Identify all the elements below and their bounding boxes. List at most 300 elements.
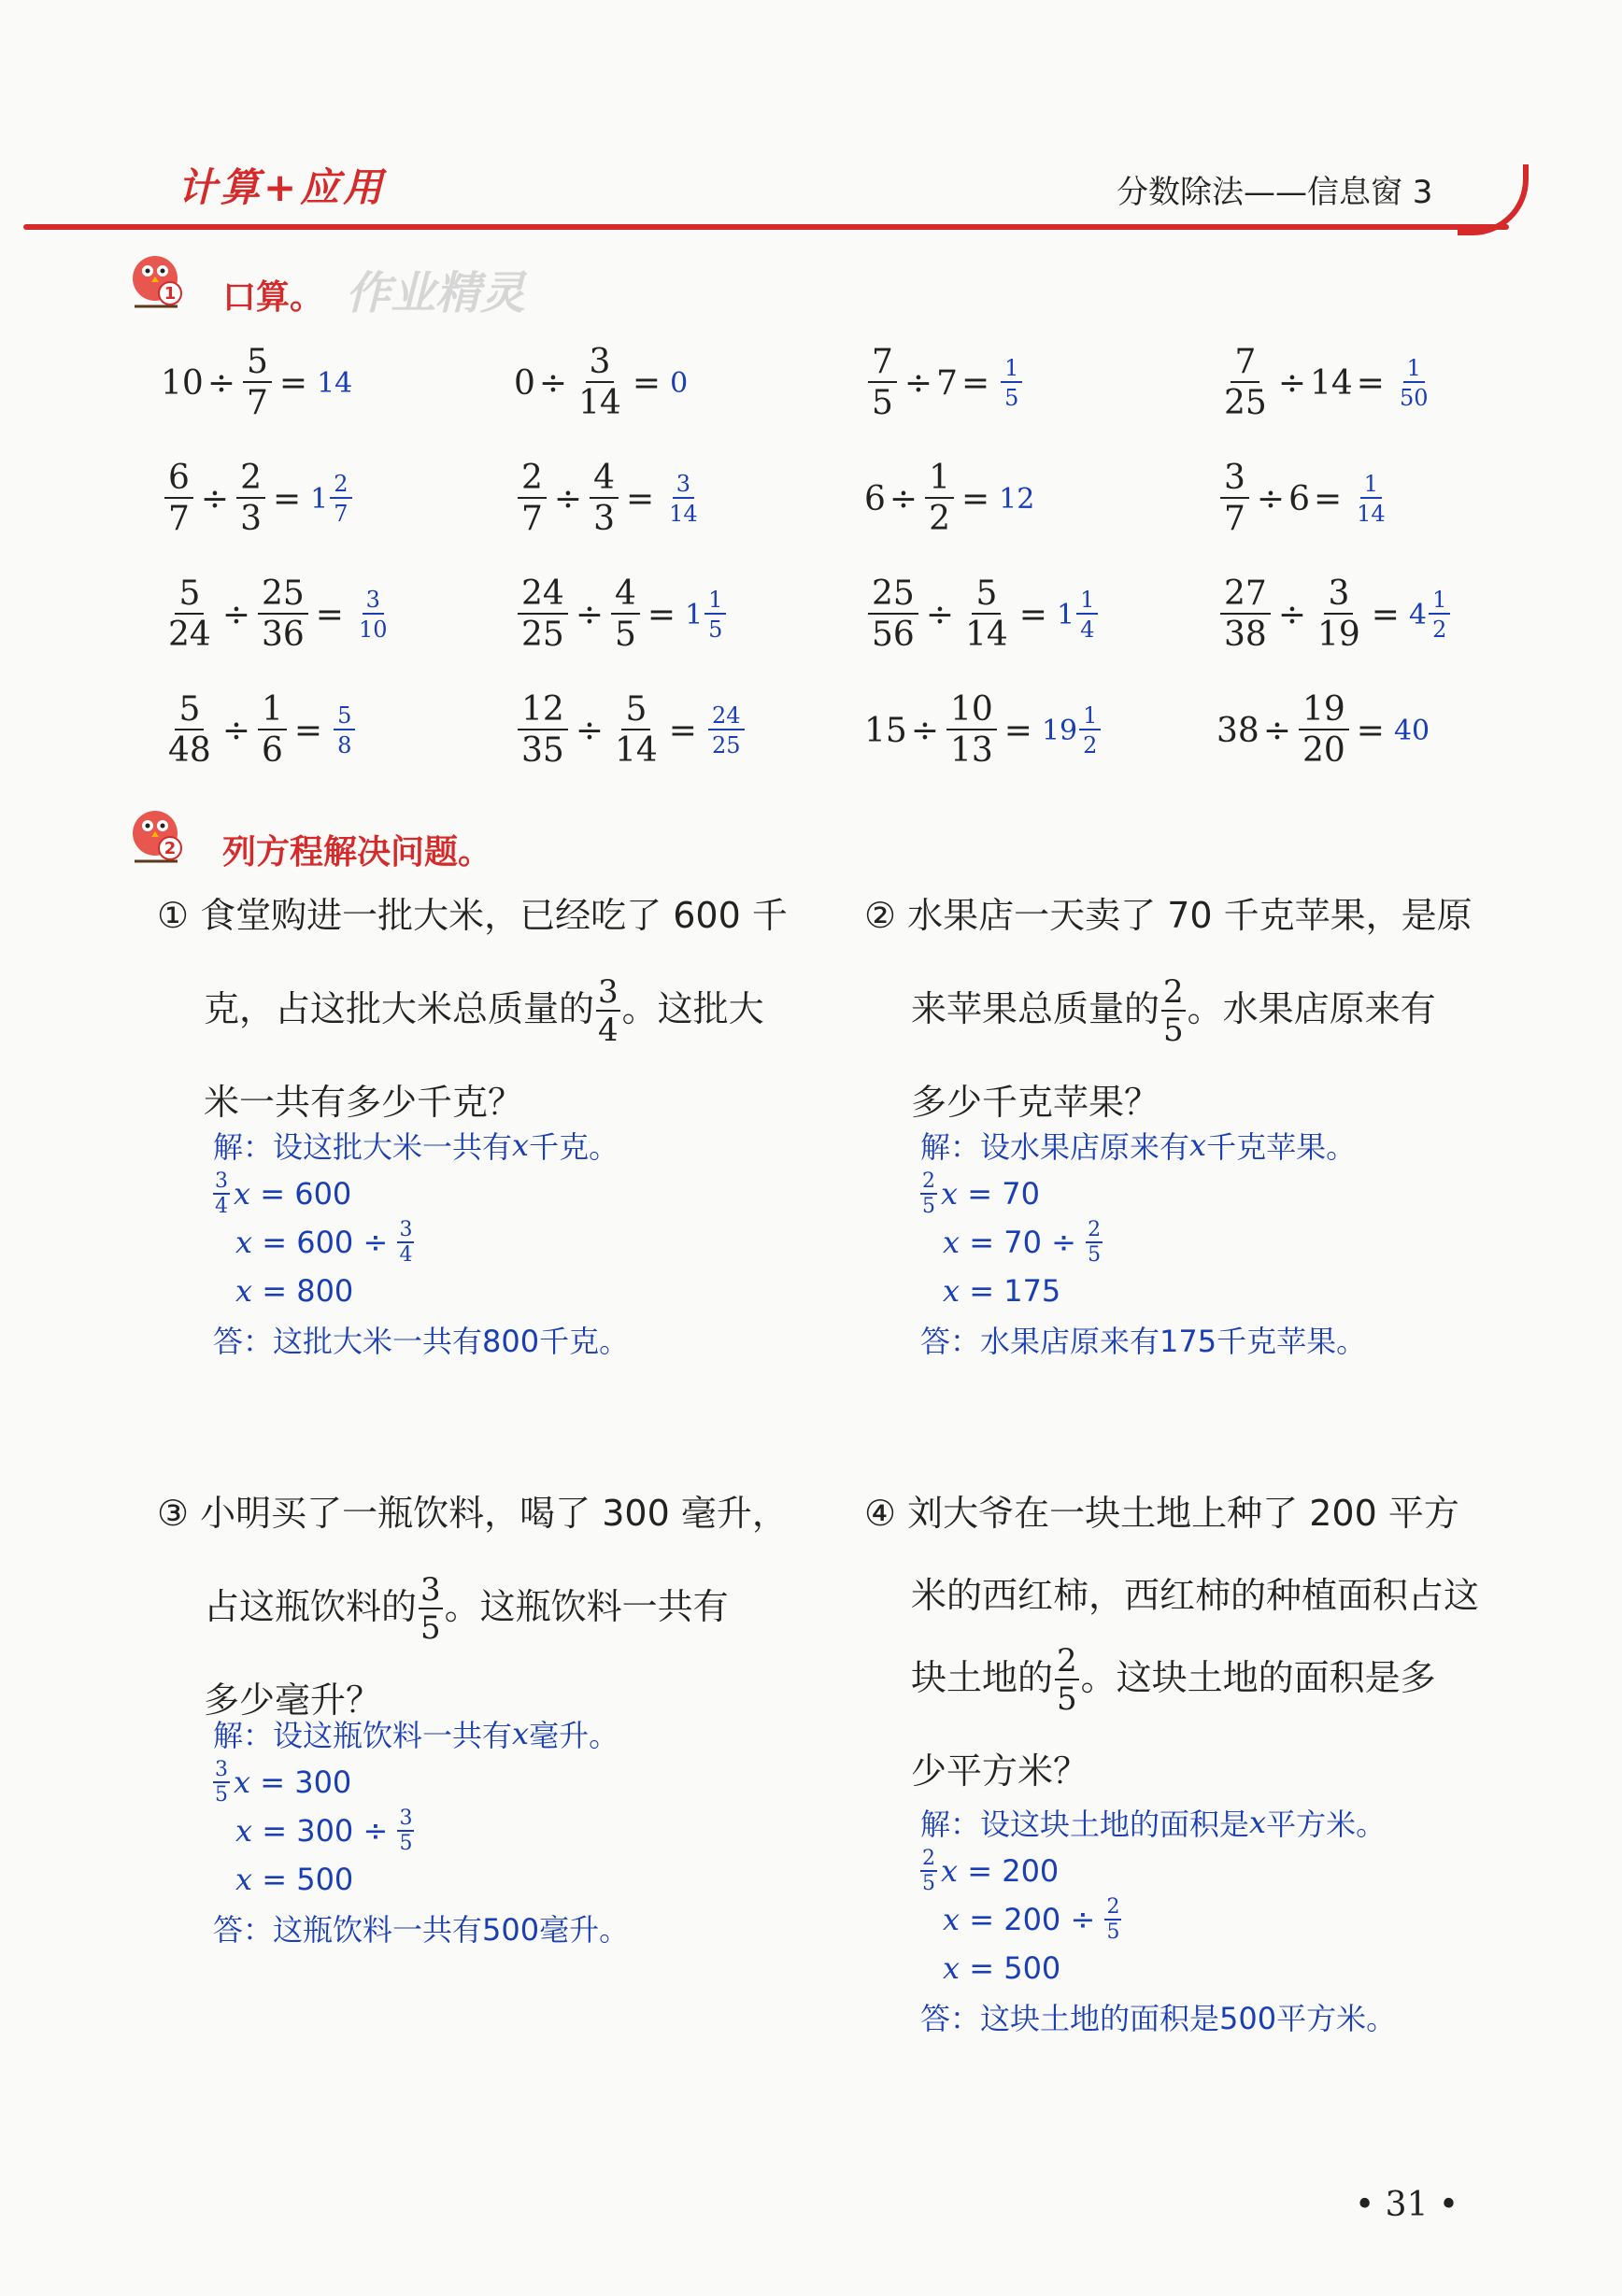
numerator: 3: [673, 473, 694, 499]
denominator: 8: [337, 732, 352, 758]
numerator: 4: [590, 461, 619, 499]
denominator: 7: [521, 500, 543, 538]
coefficient-fraction: [213, 1757, 230, 1807]
divisor-fraction: [258, 690, 287, 770]
denominator: 7: [246, 384, 268, 422]
numerator: 3: [1220, 461, 1249, 499]
divisor-fraction: [397, 1217, 414, 1267]
numerator: 19: [1299, 693, 1349, 730]
answer-fraction: [1079, 704, 1101, 757]
divisor: 6: [1288, 479, 1310, 518]
coefficient-fraction: [213, 1171, 230, 1217]
denominator: 50: [1399, 385, 1429, 411]
dividend-fraction: [868, 574, 918, 654]
equals-sign: =: [272, 479, 302, 518]
divisor-fraction: [925, 461, 954, 536]
denominator: 5: [614, 616, 636, 654]
variable: x: [1189, 1127, 1207, 1163]
word-problem: [864, 1467, 1518, 1818]
divide-sign: ÷: [538, 363, 568, 403]
problem-line: 米的西红柿，西红柿的种植面积占这: [911, 1575, 1480, 1616]
solution-answer: 答：这瓶饮料一共有500毫升。: [213, 1912, 630, 1948]
denominator: 24: [168, 616, 211, 654]
answer-whole: 1: [1056, 598, 1075, 631]
numerator: 1: [1001, 357, 1022, 383]
answer: [1394, 357, 1434, 409]
variable: x: [512, 1127, 530, 1163]
variable: x: [941, 1853, 959, 1889]
answer-value: 0: [670, 366, 689, 400]
problem-line: [157, 1560, 811, 1653]
divisor-fraction: [397, 1808, 414, 1854]
problem-line: [157, 962, 811, 1056]
divisor-fraction: [1104, 1894, 1121, 1944]
answer-whole: 19: [1041, 714, 1078, 747]
numerator: 5: [243, 346, 272, 383]
answer-value: 14: [317, 366, 353, 400]
problem-fraction: [1055, 1642, 1079, 1718]
numerator: 2: [330, 473, 351, 499]
denominator: 25: [1224, 384, 1267, 422]
problem-label: ②: [864, 895, 908, 936]
problem-line: 米一共有多少千克？: [204, 1082, 524, 1123]
equals-sign: =: [278, 363, 308, 403]
denominator: 5: [922, 1871, 935, 1895]
equals-sign: =: [1371, 595, 1400, 634]
oral-calc-item: [864, 343, 1024, 422]
numerator: 5: [334, 704, 355, 730]
denominator: 5: [215, 1782, 228, 1807]
variable: x: [235, 1862, 253, 1897]
bird-mascot-icon: [121, 250, 189, 318]
variable: x: [943, 1273, 960, 1309]
problem-text: 。水果店原来有: [1187, 988, 1436, 1029]
answer: [317, 367, 352, 400]
divisor-fraction: [236, 461, 265, 536]
equation-rest: = 500: [960, 1950, 1061, 1986]
divide-sign: ÷: [575, 711, 604, 750]
denominator: 14: [964, 616, 1008, 654]
dividend-fraction: [164, 461, 193, 536]
variable: x: [234, 1765, 251, 1800]
answer-value: 12: [999, 482, 1035, 516]
denominator: 4: [598, 1012, 619, 1049]
problem-label: ④: [864, 1493, 908, 1534]
problem-text: 小明买了一瓶饮料，喝了 300 毫升，: [200, 1493, 788, 1534]
solution-text: 解：设这块土地的面积是: [920, 1807, 1250, 1842]
solution: [920, 1121, 1366, 1364]
denominator: 25: [711, 732, 741, 758]
solution-equation: [920, 1169, 1366, 1218]
solution-answer: 答：这批大米一共有800千克。: [213, 1324, 630, 1359]
answer: [310, 473, 353, 525]
answer-fraction: [1001, 357, 1022, 409]
variable: x: [943, 1902, 960, 1937]
answer-fraction: [1429, 588, 1450, 641]
numerator: 2: [1057, 1642, 1077, 1679]
denominator: 25: [521, 616, 564, 654]
header-chapter-title: 分数除法——信息窗 3: [1117, 174, 1433, 211]
page-number: • 31 •: [1355, 2186, 1459, 2224]
answer-fraction: [665, 473, 702, 525]
numerator: 1: [1403, 357, 1425, 383]
equals-sign: =: [960, 363, 990, 403]
dividend-fraction: [1220, 343, 1271, 422]
oral-calc-item: [864, 690, 1103, 770]
denominator: 14: [669, 501, 698, 527]
header-divider: [23, 224, 1509, 230]
header-section-title: 计算+应用: [178, 164, 387, 210]
divisor-fraction: [590, 461, 619, 536]
variable: x: [235, 1225, 253, 1260]
answer: [1409, 588, 1452, 641]
dividend-fraction: [164, 574, 215, 654]
equals-sign: =: [1018, 595, 1047, 634]
problem-label: ③: [157, 1493, 201, 1534]
divide-sign: ÷: [206, 363, 235, 403]
equation-rest: = 600: [250, 1176, 352, 1212]
solution-step: [920, 1218, 1366, 1267]
solution-intro: [920, 1121, 1366, 1169]
oral-calc-item: [864, 461, 1034, 536]
solution: [213, 1121, 629, 1364]
problem-line: [864, 869, 1518, 962]
denominator: 48: [168, 731, 211, 770]
dividend: 38: [1216, 711, 1259, 750]
divide-sign: ÷: [1277, 595, 1306, 634]
dividend: 15: [864, 711, 907, 750]
denominator: 5: [872, 384, 893, 422]
equation-rest: = 500: [252, 1862, 354, 1897]
denominator: 5: [1004, 385, 1019, 411]
bird-mascot-icon-2: [121, 805, 189, 872]
oral-calc-item: [1216, 690, 1430, 770]
divide-sign: ÷: [200, 479, 230, 518]
solution-result: [920, 1267, 1366, 1315]
divide-sign: ÷: [553, 479, 583, 518]
answer-whole: 4: [1408, 598, 1428, 631]
problem-text: 水果店一天卖了 70 千克苹果，是原: [907, 895, 1473, 936]
answer-fraction: [1396, 357, 1432, 409]
numerator: 25: [258, 577, 308, 615]
denominator: 3: [593, 500, 615, 538]
denominator: 4: [1080, 617, 1095, 643]
answer-fraction: [1353, 473, 1389, 525]
oral-calc-item: [514, 690, 747, 770]
answer: [332, 704, 357, 757]
divide-sign: ÷: [1277, 363, 1306, 403]
numerator: 1: [1076, 588, 1098, 615]
answer: [685, 588, 728, 641]
solution-text: 解：设这瓶饮料一共有: [213, 1718, 513, 1753]
oral-calc-item: [514, 461, 704, 536]
section2-number: 2: [164, 839, 177, 858]
numerator: 3: [215, 1169, 228, 1193]
solution-intro: [213, 1709, 629, 1758]
equals-sign: =: [632, 363, 662, 403]
solution-intro: [213, 1121, 629, 1169]
dividend-fraction: [1220, 461, 1249, 536]
equation-rest: = 600 ÷: [252, 1225, 398, 1260]
answer: [1057, 588, 1100, 641]
denominator: 14: [1357, 501, 1386, 527]
equation-rest: = 175: [960, 1273, 1061, 1309]
oral-calc-item: [514, 343, 689, 422]
answer: [706, 704, 747, 757]
numerator: 2: [1088, 1217, 1102, 1241]
dividend-fraction: [164, 690, 215, 770]
dividend-fraction: [518, 690, 568, 770]
denominator: 14: [578, 384, 621, 422]
equals-sign: =: [1356, 711, 1385, 750]
variable: x: [235, 1273, 253, 1309]
problem-fraction: [419, 1571, 443, 1647]
equation-rest: = 70: [958, 1176, 1040, 1212]
dividend: 0: [514, 363, 535, 403]
divide-sign: ÷: [1262, 711, 1291, 750]
answer-fraction: [1076, 588, 1098, 641]
answer-fraction: [334, 704, 355, 757]
coefficient-fraction: [920, 1171, 937, 1217]
coefficient-fraction: [920, 1846, 937, 1895]
answer: [670, 367, 688, 400]
equals-sign: =: [293, 711, 323, 750]
solution-result: [920, 1944, 1396, 1992]
section1-title: 口算。: [222, 278, 324, 317]
oral-calc-item: [1216, 574, 1452, 654]
denominator: 5: [1088, 1242, 1102, 1267]
divide-sign: ÷: [575, 595, 604, 634]
divisor-fraction: [946, 690, 997, 770]
denominator: 2: [1083, 732, 1098, 758]
answer: [1042, 704, 1103, 757]
problem-text: 刘大爷在一块土地上种了 200 平方: [907, 1493, 1459, 1534]
problem-text: 占这瓶饮料的: [204, 1586, 418, 1627]
variable: x: [943, 1225, 960, 1260]
numerator: 3: [399, 1217, 413, 1241]
solution-text: 解：设这批大米一共有: [213, 1129, 513, 1165]
solution-answer: 答：这块土地的面积是500平方米。: [920, 2001, 1397, 2036]
denominator: 7: [168, 500, 190, 538]
numerator: 2: [1106, 1894, 1120, 1919]
solution-text: 平方米。: [1266, 1807, 1387, 1842]
numerator: 24: [708, 704, 745, 730]
numerator: 3: [399, 1806, 413, 1830]
divisor-fraction: [611, 690, 662, 770]
denominator: 19: [1316, 616, 1360, 654]
solution-step: [213, 1807, 629, 1855]
divisor: 7: [936, 363, 958, 403]
oral-calc-item: [1216, 343, 1434, 422]
divisor-fraction: [611, 574, 640, 654]
equals-sign: =: [647, 595, 676, 634]
problem-label: ①: [157, 895, 201, 936]
answer-fraction: [708, 704, 745, 757]
numerator: 1: [925, 461, 954, 499]
variable: x: [941, 1176, 959, 1212]
numerator: 3: [363, 588, 384, 615]
solution-text: 千克。: [529, 1129, 619, 1165]
solution-text: 毫升。: [529, 1718, 619, 1753]
oral-calc-item: [161, 343, 353, 422]
answer: [1394, 715, 1430, 747]
divisor-fraction: [1086, 1217, 1103, 1267]
denominator: 5: [420, 1609, 441, 1647]
solution-equation: [213, 1169, 629, 1218]
variable: x: [943, 1950, 960, 1986]
numerator: 1: [1429, 588, 1450, 615]
divisor-fraction: [258, 574, 308, 654]
denominator: 2: [929, 500, 950, 538]
word-problem: [864, 869, 1518, 1149]
problem-line: 少平方米？: [911, 1750, 1089, 1792]
numerator: 1: [258, 693, 287, 730]
equals-sign: =: [1313, 479, 1343, 518]
answer-fraction: [704, 588, 726, 641]
denominator: 7: [1224, 500, 1245, 538]
numerator: 6: [164, 461, 193, 499]
divide-sign: ÷: [910, 711, 939, 750]
problem-text: 克，占这批大米总质量的: [204, 988, 595, 1029]
numerator: 5: [175, 577, 204, 615]
answer: [353, 588, 393, 641]
divide-sign: ÷: [889, 479, 918, 518]
word-problem: [157, 1467, 811, 1747]
variable: x: [512, 1716, 530, 1751]
solution-result: [213, 1855, 629, 1904]
oral-calc-item: [161, 690, 357, 770]
denominator: 5: [1163, 1012, 1184, 1049]
numerator: 24: [518, 577, 568, 615]
divide-sign: ÷: [1256, 479, 1286, 518]
equation-rest: = 300: [250, 1765, 352, 1800]
denominator: 38: [1224, 616, 1267, 654]
solution-intro: [920, 1798, 1396, 1847]
equals-sign: =: [1003, 711, 1032, 750]
equals-sign: =: [1356, 363, 1385, 403]
equation-rest: = 200: [958, 1853, 1060, 1889]
answer-value: 40: [1393, 714, 1430, 747]
answer-whole: 1: [685, 598, 704, 631]
numerator: 3: [215, 1757, 228, 1781]
divide-sign: ÷: [221, 595, 250, 634]
solution-text: 千克苹果。: [1206, 1129, 1357, 1165]
denominator: 14: [614, 731, 658, 770]
problem-line: [157, 1467, 811, 1560]
problem-text: 块土地的: [911, 1657, 1054, 1698]
problem-line: [864, 1467, 1518, 1560]
denominator: 7: [334, 501, 349, 527]
equals-sign: =: [625, 479, 655, 518]
solution-equation: [213, 1758, 629, 1807]
numerator: 7: [868, 346, 897, 383]
solution-result: [213, 1267, 629, 1315]
solution: [920, 1798, 1396, 2041]
numerator: 3: [598, 973, 619, 1011]
problem-text: 来苹果总质量的: [911, 988, 1160, 1029]
divisor-fraction: [961, 574, 1012, 654]
numerator: 3: [1324, 577, 1353, 615]
denominator: 13: [949, 731, 993, 770]
divisor: 14: [1309, 363, 1353, 403]
solution-step: [920, 1895, 1396, 1944]
divisor-fraction: [575, 343, 625, 422]
problem-fraction: [1161, 973, 1186, 1049]
equation-rest: = 300 ÷: [252, 1813, 398, 1849]
variable: x: [1249, 1805, 1267, 1840]
solution: [213, 1709, 629, 1952]
numerator: 1: [1079, 704, 1101, 730]
section2-title: 列方程解决问题。: [222, 833, 492, 872]
answer-fraction: [330, 473, 351, 525]
problem-line: 多少千克苹果？: [911, 1082, 1160, 1123]
numerator: 12: [518, 693, 568, 730]
dividend: 10: [161, 363, 204, 403]
oral-calc-item: [514, 574, 728, 654]
divisor-fraction: [243, 343, 272, 422]
denominator: 6: [261, 731, 283, 770]
equals-sign: =: [315, 595, 344, 634]
oral-calc-item: [161, 461, 354, 536]
oral-calc-item: [864, 574, 1100, 654]
answer-whole: 1: [310, 482, 329, 516]
equation-rest: = 800: [252, 1273, 354, 1309]
denominator: 5: [922, 1194, 935, 1218]
answer: [1351, 473, 1391, 525]
numerator: 2: [922, 1169, 935, 1193]
numerator: 5: [972, 577, 1001, 615]
divisor-fraction: [1299, 690, 1349, 770]
answer: [663, 473, 704, 525]
problem-line: [864, 962, 1518, 1056]
oral-calc-item: [1216, 461, 1391, 536]
oral-calc-item: [161, 574, 393, 654]
divisor-fraction: [1314, 574, 1364, 654]
watermark: 作业精灵: [346, 267, 526, 319]
denominator: 5: [708, 617, 723, 643]
variable: x: [234, 1176, 251, 1212]
equals-sign: =: [668, 711, 697, 750]
word-problem: [157, 869, 811, 1149]
variable: x: [235, 1813, 253, 1849]
denominator: 3: [240, 500, 262, 538]
numerator: 5: [621, 693, 650, 730]
divide-sign: ÷: [925, 595, 954, 634]
denominator: 4: [215, 1194, 228, 1218]
problem-text: 。这块土地的面积是多: [1080, 1657, 1436, 1698]
answer: [999, 357, 1024, 409]
equals-sign: =: [960, 479, 990, 518]
numerator: 3: [586, 346, 615, 383]
problem-text: 。这批大: [621, 988, 764, 1029]
solution-answer: 答：水果店原来有175千克苹果。: [920, 1324, 1367, 1359]
numerator: 5: [175, 693, 204, 730]
answer-fraction: [355, 588, 391, 641]
dividend-fraction: [868, 343, 897, 422]
numerator: 3: [420, 1571, 441, 1609]
numerator: 10: [946, 693, 997, 730]
denominator: 4: [399, 1242, 413, 1267]
dividend-fraction: [1220, 574, 1271, 654]
problem-text: 。这瓶饮料一共有: [444, 1586, 729, 1627]
denominator: 10: [358, 617, 388, 643]
numerator: 2: [236, 461, 265, 499]
denominator: 5: [1057, 1680, 1077, 1718]
numerator: 1: [704, 588, 726, 615]
denominator: 5: [399, 1831, 413, 1855]
answer: [999, 483, 1034, 516]
denominator: 20: [1302, 731, 1345, 770]
